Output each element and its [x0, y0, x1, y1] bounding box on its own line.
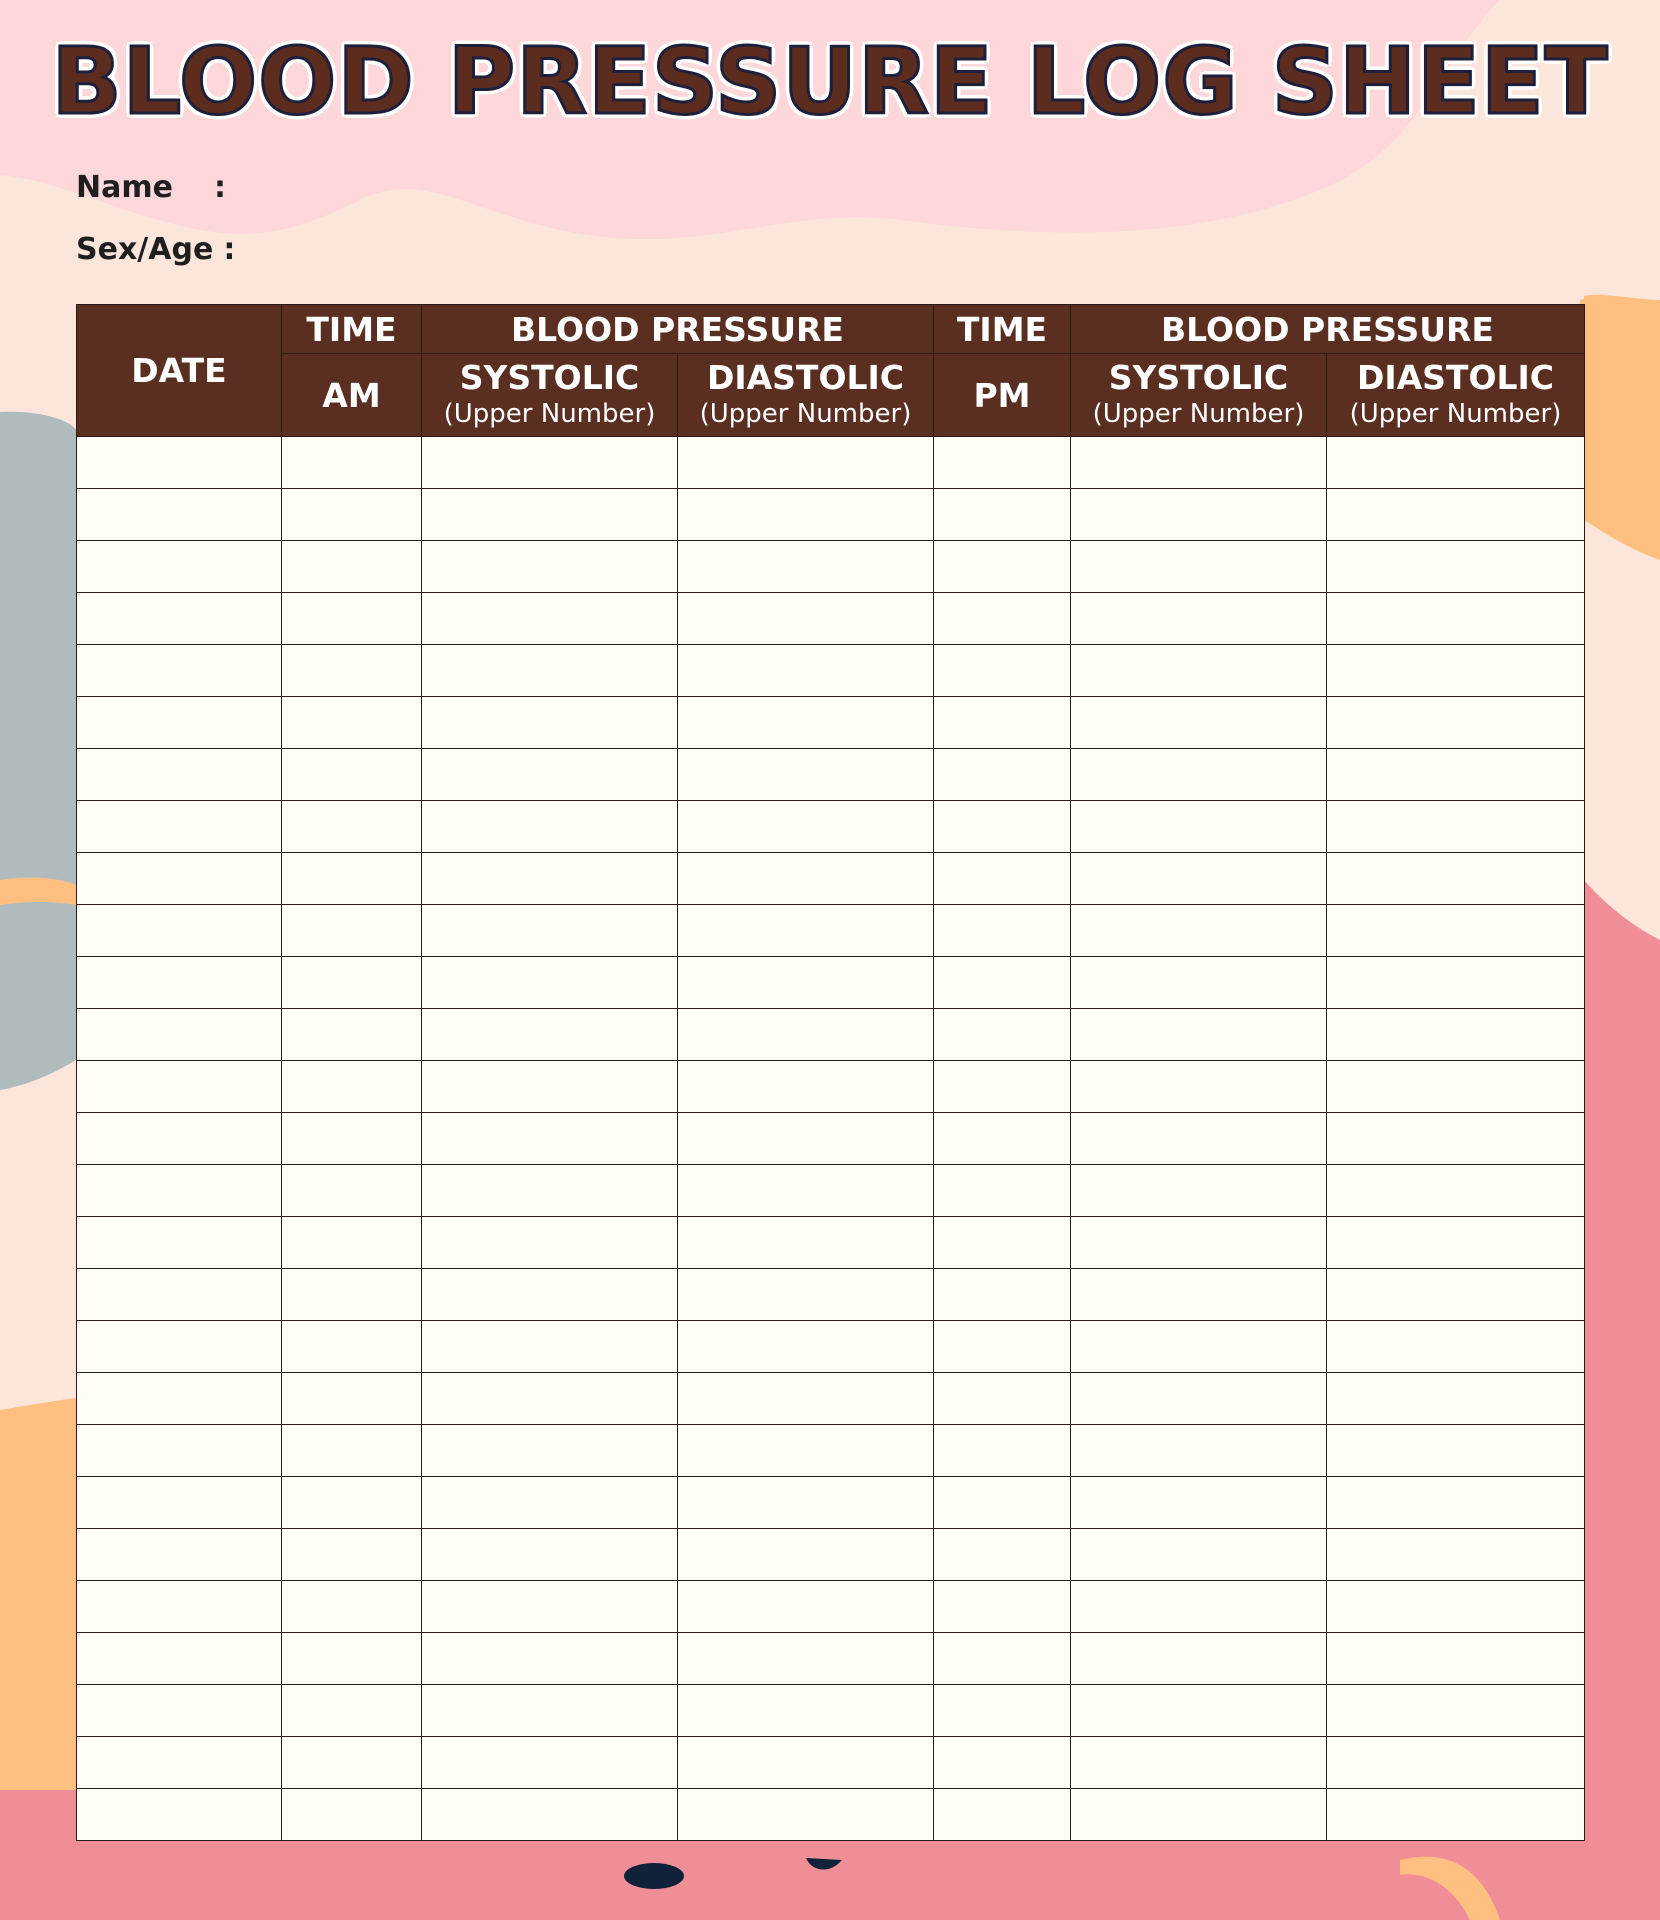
cell-am-time[interactable]: [282, 801, 422, 853]
cell-pm-time[interactable]: [934, 1269, 1071, 1321]
table-row: [77, 1269, 1585, 1321]
cell-pm-systolic[interactable]: [1071, 1061, 1327, 1113]
cell-pm-diastolic[interactable]: [1327, 1269, 1585, 1321]
am-diastolic-label: DIASTOLIC: [706, 358, 905, 397]
cell-am-time[interactable]: [282, 1061, 422, 1113]
pm-diastolic-label: DIASTOLIC: [1356, 358, 1555, 397]
cell-pm-diastolic[interactable]: [1327, 749, 1585, 801]
cell-pm-time[interactable]: [934, 1737, 1071, 1789]
cell-pm-diastolic[interactable]: [1327, 1113, 1585, 1165]
am-diastolic-note: (Upper Number): [699, 399, 912, 429]
cell-pm-systolic[interactable]: [1071, 1737, 1327, 1789]
cell-am-time[interactable]: [282, 437, 422, 489]
cell-am-diastolic[interactable]: [678, 541, 934, 593]
cell-pm-systolic[interactable]: [1071, 541, 1327, 593]
cell-am-systolic[interactable]: [422, 541, 678, 593]
cell-pm-systolic[interactable]: [1071, 593, 1327, 645]
cell-date[interactable]: [77, 957, 282, 1009]
cell-am-diastolic[interactable]: [678, 1009, 934, 1061]
cell-date[interactable]: [77, 1581, 282, 1633]
cell-am-diastolic[interactable]: [678, 853, 934, 905]
cell-am-time[interactable]: [282, 1113, 422, 1165]
cell-pm-time[interactable]: [934, 489, 1071, 541]
cell-am-systolic[interactable]: [422, 1217, 678, 1269]
cell-am-systolic[interactable]: [422, 697, 678, 749]
table-row: [77, 1321, 1585, 1373]
sex-age-colon: :: [223, 232, 236, 267]
cell-pm-time[interactable]: [934, 1633, 1071, 1685]
cell-pm-systolic[interactable]: [1071, 801, 1327, 853]
table-row: [77, 905, 1585, 957]
header-am-time: TIME: [282, 305, 422, 354]
cell-date[interactable]: [77, 1321, 282, 1373]
cell-date[interactable]: [77, 489, 282, 541]
header-pm-blood-pressure: BLOOD PRESSURE: [1071, 305, 1585, 354]
cell-pm-systolic[interactable]: [1071, 1425, 1327, 1477]
cell-am-systolic[interactable]: [422, 1581, 678, 1633]
cell-am-systolic[interactable]: [422, 957, 678, 1009]
table-row: [77, 437, 1585, 489]
cell-pm-time[interactable]: [934, 1529, 1071, 1581]
cell-pm-diastolic[interactable]: [1327, 645, 1585, 697]
cell-pm-systolic[interactable]: [1071, 1633, 1327, 1685]
cell-am-time[interactable]: [282, 1217, 422, 1269]
cell-am-systolic[interactable]: [422, 905, 678, 957]
table-row: [77, 1737, 1585, 1789]
table-row: [77, 1477, 1585, 1529]
cell-pm-systolic[interactable]: [1071, 1321, 1327, 1373]
cell-pm-systolic[interactable]: [1071, 905, 1327, 957]
cell-date[interactable]: [77, 1425, 282, 1477]
cell-pm-diastolic[interactable]: [1327, 1009, 1585, 1061]
cell-pm-time[interactable]: [934, 1113, 1071, 1165]
cell-pm-diastolic[interactable]: [1327, 1789, 1585, 1841]
table-row: [77, 957, 1585, 1009]
cell-am-diastolic[interactable]: [678, 697, 934, 749]
cell-am-time[interactable]: [282, 1425, 422, 1477]
page-title: BLOOD PRESSURE LOG SHEET: [51, 28, 1609, 135]
cell-am-time[interactable]: [282, 1269, 422, 1321]
cell-am-time[interactable]: [282, 1477, 422, 1529]
cell-pm-systolic[interactable]: [1071, 1581, 1327, 1633]
table-row: [77, 1165, 1585, 1217]
cell-pm-diastolic[interactable]: [1327, 853, 1585, 905]
pm-systolic-note: (Upper Number): [1092, 399, 1305, 429]
cell-am-systolic[interactable]: [422, 749, 678, 801]
name-field: [76, 170, 226, 205]
cell-pm-time[interactable]: [934, 853, 1071, 905]
am-systolic-label: SYSTOLIC: [459, 358, 640, 397]
cell-am-systolic[interactable]: [422, 1113, 678, 1165]
cell-am-systolic[interactable]: [422, 1373, 678, 1425]
cell-pm-systolic[interactable]: [1071, 1269, 1327, 1321]
cell-pm-diastolic[interactable]: [1327, 1217, 1585, 1269]
cell-pm-time[interactable]: [934, 1165, 1071, 1217]
cell-am-time[interactable]: [282, 1685, 422, 1737]
cell-am-time[interactable]: [282, 1165, 422, 1217]
table-row: [77, 1529, 1585, 1581]
cell-pm-time[interactable]: [934, 1685, 1071, 1737]
cell-am-diastolic[interactable]: [678, 437, 934, 489]
cell-date[interactable]: [77, 437, 282, 489]
cell-am-diastolic[interactable]: [678, 1477, 934, 1529]
cell-pm-time[interactable]: [934, 1009, 1071, 1061]
cell-am-diastolic[interactable]: [678, 801, 934, 853]
cell-am-diastolic[interactable]: [678, 1061, 934, 1113]
name-label: Name: [76, 170, 173, 205]
pm-systolic-label: SYSTOLIC: [1108, 358, 1289, 397]
am-systolic-note: (Upper Number): [443, 399, 656, 429]
cell-pm-systolic[interactable]: [1071, 1113, 1327, 1165]
cell-pm-time[interactable]: [934, 1061, 1071, 1113]
cell-pm-systolic[interactable]: [1071, 749, 1327, 801]
cell-am-diastolic[interactable]: [678, 957, 934, 1009]
cell-pm-diastolic[interactable]: [1327, 1581, 1585, 1633]
cell-pm-time[interactable]: [934, 1217, 1071, 1269]
cell-am-time[interactable]: [282, 1789, 422, 1841]
cell-pm-diastolic[interactable]: [1327, 489, 1585, 541]
cell-date[interactable]: [77, 853, 282, 905]
cell-am-systolic[interactable]: [422, 1165, 678, 1217]
header-am-systolic: [422, 354, 678, 437]
table-row: [77, 801, 1585, 853]
header-pm-time: TIME: [934, 305, 1071, 354]
cell-pm-time[interactable]: [934, 749, 1071, 801]
table-row: [77, 1113, 1585, 1165]
cell-pm-diastolic[interactable]: [1327, 1373, 1585, 1425]
cell-pm-time[interactable]: [934, 437, 1071, 489]
cell-pm-diastolic[interactable]: [1327, 1061, 1585, 1113]
cell-pm-time[interactable]: [934, 1581, 1071, 1633]
table-row: [77, 1217, 1585, 1269]
cell-pm-time[interactable]: [934, 645, 1071, 697]
cell-pm-diastolic[interactable]: [1327, 957, 1585, 1009]
cell-am-time[interactable]: [282, 905, 422, 957]
cell-am-systolic[interactable]: [422, 1425, 678, 1477]
cell-pm-time[interactable]: [934, 1789, 1071, 1841]
cell-pm-time[interactable]: [934, 593, 1071, 645]
cell-pm-time[interactable]: [934, 1425, 1071, 1477]
table-row: [77, 1009, 1585, 1061]
cell-pm-systolic[interactable]: [1071, 1217, 1327, 1269]
cell-am-diastolic[interactable]: [678, 1685, 934, 1737]
cell-date[interactable]: [77, 1373, 282, 1425]
table-row: [77, 645, 1585, 697]
log-body: [77, 437, 1585, 1841]
cell-date[interactable]: [77, 1685, 282, 1737]
table-row: [77, 1425, 1585, 1477]
cell-am-time[interactable]: [282, 541, 422, 593]
cell-pm-diastolic[interactable]: [1327, 801, 1585, 853]
cell-am-diastolic[interactable]: [678, 905, 934, 957]
cell-pm-systolic[interactable]: [1071, 1165, 1327, 1217]
cell-pm-systolic[interactable]: [1071, 1009, 1327, 1061]
cell-am-diastolic[interactable]: [678, 1321, 934, 1373]
table-row: [77, 1581, 1585, 1633]
cell-am-time[interactable]: [282, 1581, 422, 1633]
table-row: [77, 1685, 1585, 1737]
name-colon: :: [214, 170, 226, 205]
table-row: [77, 1789, 1585, 1841]
cell-date[interactable]: [77, 1061, 282, 1113]
cell-pm-systolic[interactable]: [1071, 697, 1327, 749]
cell-pm-diastolic[interactable]: [1327, 1165, 1585, 1217]
cell-pm-time[interactable]: [934, 801, 1071, 853]
cell-am-diastolic[interactable]: [678, 1425, 934, 1477]
header-am-diastolic: [678, 354, 934, 437]
cell-am-systolic[interactable]: [422, 853, 678, 905]
cell-am-systolic[interactable]: [422, 1477, 678, 1529]
cell-pm-systolic[interactable]: [1071, 437, 1327, 489]
cell-pm-time[interactable]: [934, 1477, 1071, 1529]
cell-pm-diastolic[interactable]: [1327, 1529, 1585, 1581]
cell-date[interactable]: [77, 645, 282, 697]
sex-age-field: [76, 232, 235, 267]
table-row: [77, 1633, 1585, 1685]
cell-date[interactable]: [77, 1633, 282, 1685]
cell-date[interactable]: [77, 1217, 282, 1269]
cell-pm-systolic[interactable]: [1071, 1789, 1327, 1841]
cell-date[interactable]: [77, 749, 282, 801]
table-row: [77, 749, 1585, 801]
cell-pm-systolic[interactable]: [1071, 489, 1327, 541]
table-row: [77, 489, 1585, 541]
sex-age-label: Sex/Age: [76, 232, 214, 267]
cell-date[interactable]: [77, 1165, 282, 1217]
cell-am-systolic[interactable]: [422, 437, 678, 489]
cell-date[interactable]: [77, 541, 282, 593]
cell-pm-time[interactable]: [934, 957, 1071, 1009]
cell-am-time[interactable]: [282, 1633, 422, 1685]
cell-pm-diastolic[interactable]: [1327, 1425, 1585, 1477]
cell-am-time[interactable]: [282, 957, 422, 1009]
cell-am-time[interactable]: [282, 697, 422, 749]
cell-pm-systolic[interactable]: [1071, 1477, 1327, 1529]
cell-pm-systolic[interactable]: [1071, 853, 1327, 905]
table-row: [77, 697, 1585, 749]
cell-am-systolic[interactable]: [422, 489, 678, 541]
cell-am-diastolic[interactable]: [678, 1217, 934, 1269]
cell-am-diastolic[interactable]: [678, 1529, 934, 1581]
cell-date[interactable]: [77, 1009, 282, 1061]
cell-am-diastolic[interactable]: [678, 749, 934, 801]
cell-date[interactable]: [77, 697, 282, 749]
cell-am-diastolic[interactable]: [678, 593, 934, 645]
pm-diastolic-note: (Upper Number): [1349, 399, 1562, 429]
cell-am-time[interactable]: [282, 1321, 422, 1373]
cell-am-diastolic[interactable]: [678, 1633, 934, 1685]
table-row: [77, 1061, 1585, 1113]
cell-am-time[interactable]: [282, 1737, 422, 1789]
cell-pm-systolic[interactable]: [1071, 645, 1327, 697]
cell-am-systolic[interactable]: [422, 1529, 678, 1581]
cell-pm-systolic[interactable]: [1071, 1529, 1327, 1581]
cell-am-diastolic[interactable]: [678, 645, 934, 697]
cell-am-time[interactable]: [282, 749, 422, 801]
cell-date[interactable]: [77, 801, 282, 853]
cell-am-diastolic[interactable]: [678, 1737, 934, 1789]
cell-am-time[interactable]: [282, 1373, 422, 1425]
cell-am-systolic[interactable]: [422, 593, 678, 645]
cell-am-diastolic[interactable]: [678, 1269, 934, 1321]
header-pm-systolic: [1071, 354, 1327, 437]
cell-am-systolic[interactable]: [422, 801, 678, 853]
cell-date[interactable]: [77, 1477, 282, 1529]
header-date: DATE: [77, 305, 282, 437]
cell-pm-diastolic[interactable]: [1327, 593, 1585, 645]
cell-am-time[interactable]: [282, 1529, 422, 1581]
cell-am-systolic[interactable]: [422, 1269, 678, 1321]
cell-am-time[interactable]: [282, 593, 422, 645]
cell-am-time[interactable]: [282, 645, 422, 697]
cell-am-systolic[interactable]: [422, 1061, 678, 1113]
cell-am-systolic[interactable]: [422, 1321, 678, 1373]
cell-pm-diastolic[interactable]: [1327, 1477, 1585, 1529]
cell-date[interactable]: [77, 1529, 282, 1581]
cell-pm-diastolic[interactable]: [1327, 437, 1585, 489]
cell-pm-diastolic[interactable]: [1327, 541, 1585, 593]
cell-date[interactable]: [77, 1113, 282, 1165]
cell-am-diastolic[interactable]: [678, 1789, 934, 1841]
table-row: [77, 1373, 1585, 1425]
header-am-period: AM: [282, 354, 422, 437]
cell-pm-systolic[interactable]: [1071, 1373, 1327, 1425]
cell-am-time[interactable]: [282, 853, 422, 905]
cell-am-diastolic[interactable]: [678, 489, 934, 541]
blood-pressure-log-table: [76, 304, 1585, 1841]
cell-date[interactable]: [77, 1269, 282, 1321]
cell-pm-diastolic[interactable]: [1327, 1321, 1585, 1373]
cell-pm-time[interactable]: [934, 1373, 1071, 1425]
cell-am-systolic[interactable]: [422, 1633, 678, 1685]
table-row: [77, 853, 1585, 905]
cell-pm-diastolic[interactable]: [1327, 1685, 1585, 1737]
cell-date[interactable]: [77, 1737, 282, 1789]
cell-pm-diastolic[interactable]: [1327, 1633, 1585, 1685]
cell-am-time[interactable]: [282, 1009, 422, 1061]
cell-pm-diastolic[interactable]: [1327, 905, 1585, 957]
header-pm-diastolic: [1327, 354, 1585, 437]
cell-pm-diastolic[interactable]: [1327, 1737, 1585, 1789]
cell-am-diastolic[interactable]: [678, 1113, 934, 1165]
cell-pm-time[interactable]: [934, 541, 1071, 593]
cell-pm-systolic[interactable]: [1071, 957, 1327, 1009]
cell-date[interactable]: [77, 1789, 282, 1841]
cell-am-diastolic[interactable]: [678, 1165, 934, 1217]
header-am-blood-pressure: BLOOD PRESSURE: [422, 305, 934, 354]
cell-am-systolic[interactable]: [422, 1685, 678, 1737]
cell-am-diastolic[interactable]: [678, 1581, 934, 1633]
cell-am-systolic[interactable]: [422, 1737, 678, 1789]
cell-pm-diastolic[interactable]: [1327, 697, 1585, 749]
cell-am-systolic[interactable]: [422, 1009, 678, 1061]
header-pm-period: PM: [934, 354, 1071, 437]
cell-pm-time[interactable]: [934, 697, 1071, 749]
cell-pm-time[interactable]: [934, 1321, 1071, 1373]
cell-am-systolic[interactable]: [422, 645, 678, 697]
table-row: [77, 593, 1585, 645]
cell-am-diastolic[interactable]: [678, 1373, 934, 1425]
cell-am-time[interactable]: [282, 489, 422, 541]
cell-pm-systolic[interactable]: [1071, 1685, 1327, 1737]
table-row: [77, 541, 1585, 593]
cell-date[interactable]: [77, 905, 282, 957]
cell-am-systolic[interactable]: [422, 1789, 678, 1841]
cell-date[interactable]: [77, 593, 282, 645]
cell-pm-time[interactable]: [934, 905, 1071, 957]
